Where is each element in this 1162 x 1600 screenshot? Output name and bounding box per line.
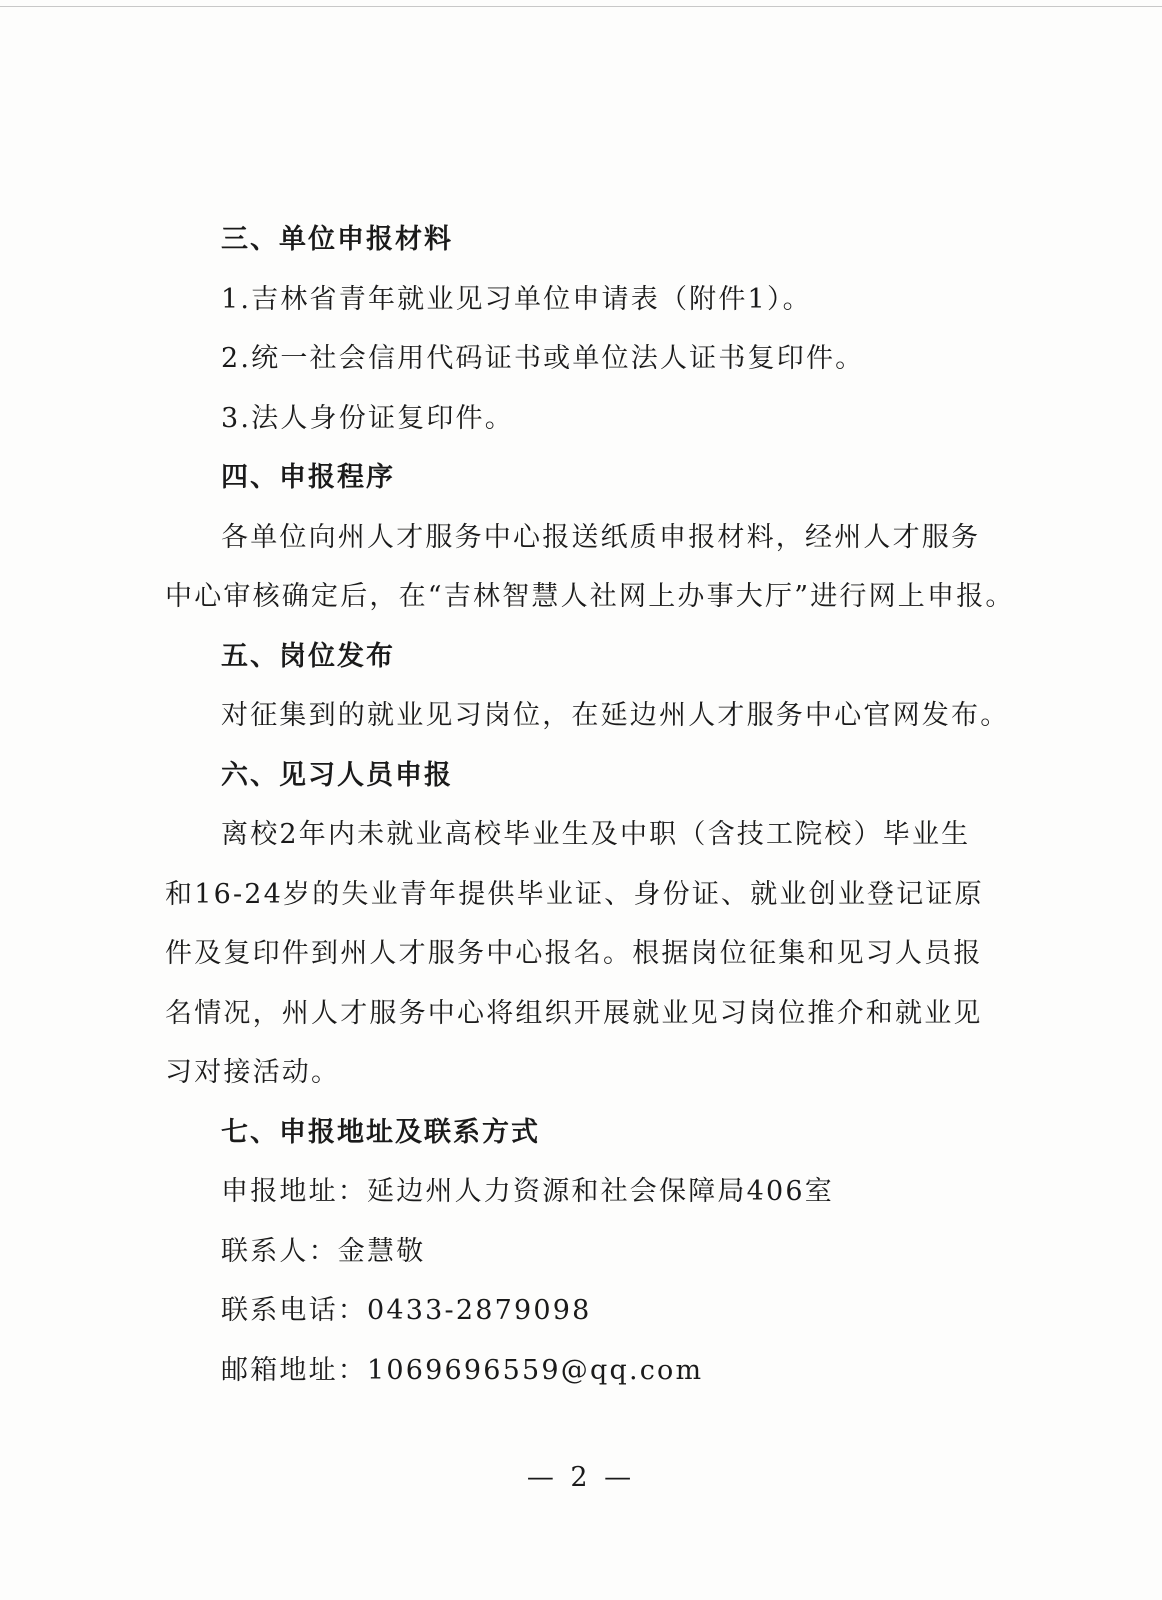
section-6-line-2: 和16-24岁的失业青年提供毕业证、身份证、就业创业登记证原 bbox=[165, 878, 984, 910]
section-6-line-1: 离校2年内未就业高校毕业生及中职（含技工院校）毕业生 bbox=[221, 819, 971, 850]
section-6-line-3: 件及复印件到州人才服务中心报名。根据岗位征集和见习人员报 bbox=[165, 938, 983, 969]
section-5-heading: 五、岗位发布 bbox=[221, 640, 395, 672]
section-4-heading: 四、申报程序 bbox=[221, 462, 395, 493]
contact-address: 申报地址：延边州人力资源和社会保障局406室 bbox=[221, 1176, 834, 1207]
contact-phone: 联系电话：0433-2879098 bbox=[221, 1295, 592, 1326]
section-4-line-2: 中心审核确定后，在“吉林智慧人社网上办事大厅”进行网上申报。 bbox=[165, 581, 1015, 612]
section-5-line-1: 对征集到的就业见习岗位，在延边州人才服务中心官网发布。 bbox=[221, 700, 1010, 731]
section-3-item-1: 1.吉林省青年就业见习单位申请表（附件1）。 bbox=[221, 283, 812, 315]
page-top-edge bbox=[0, 6, 1162, 7]
section-6-line-4: 名情况，州人才服务中心将组织开展就业见习岗位推介和就业见 bbox=[165, 997, 983, 1029]
document-body bbox=[165, 210, 1015, 1400]
section-6-heading: 六、见习人员申报 bbox=[221, 759, 453, 791]
page-number: — 2 — bbox=[526, 1462, 636, 1493]
section-7-heading: 七、申报地址及联系方式 bbox=[221, 1116, 540, 1148]
section-3-item-2: 2.统一社会信用代码证书或单位法人证书复印件。 bbox=[221, 343, 865, 374]
contact-person: 联系人：金慧敬 bbox=[221, 1235, 426, 1267]
section-4-line-1: 各单位向州人才服务中心报送纸质申报材料，经州人才服务 bbox=[221, 521, 981, 553]
section-3-item-3: 3.法人身份证复印件。 bbox=[221, 402, 514, 434]
contact-email: 邮箱地址：1069696559@qq.com bbox=[221, 1354, 704, 1386]
section-6-line-5: 习对接活动。 bbox=[165, 1057, 341, 1088]
section-3-heading: 三、单位申报材料 bbox=[221, 224, 453, 255]
